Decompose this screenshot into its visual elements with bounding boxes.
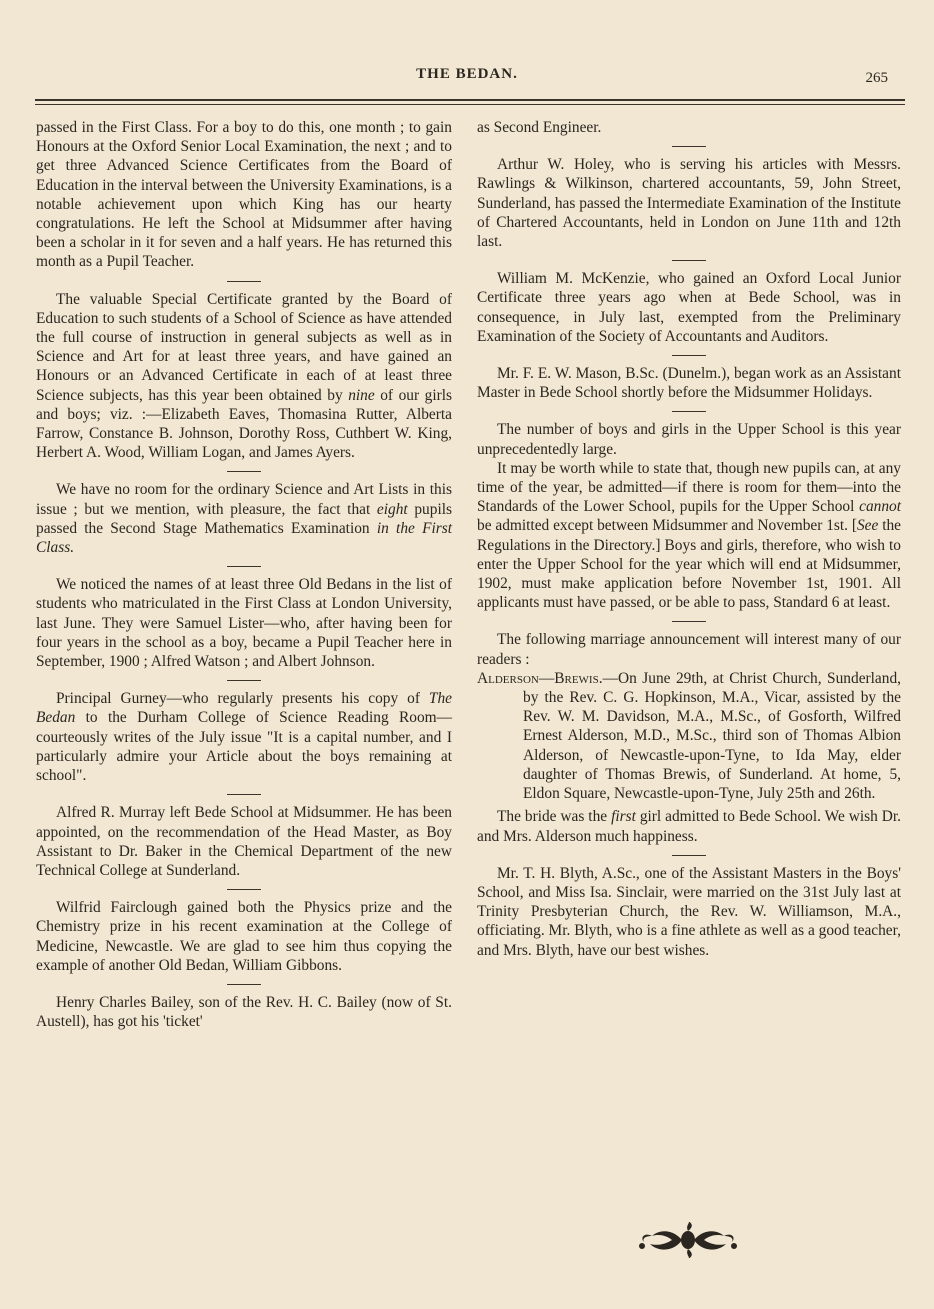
- paragraph-london-university: We noticed the names of at least three Old Bedans in the list of students who matriculated in the First Class at London University, last June. They were Samuel Lister—who, after having been for four years in the school as a boy, became a Pupil Teacher here in September, 1900 ; Alfred Watson ; and Albert Johnson.: [36, 576, 452, 671]
- section-divider: [227, 281, 261, 282]
- paragraph-mason: Mr. F. E. W. Mason, B.Sc. (Dunelm.), began work as an Assistant Master in Bede School shortly before the Midsummer Holidays.: [477, 365, 901, 402]
- section-divider: [672, 621, 706, 622]
- paragraph-blyth-wedding: Mr. T. H. Blyth, A.Sc., one of the Assistant Masters in the Boys' School, and Miss Isa. Sinclair, were married on the 31st July last at Trinity Presbyterian Church, the Rev. W. Williamson, M.A., officiating. Mr. Blyth, who is a fine athlete as well as a good teacher, and Mrs. Blyth, have our best wishes.: [477, 864, 901, 959]
- running-title: THE BEDAN.: [416, 66, 518, 82]
- section-divider: [227, 794, 261, 795]
- paragraph-wilfrid-fairclough: Wilfrid Fairclough gained both the Physics prize and the Chemistry prize in his recent examination at the College of Medicine, Newcastle. We are glad to see him thus copying the example of another Old Bedan, William Gibbons.: [36, 899, 452, 974]
- right-column: [477, 118, 901, 960]
- left-column: [36, 118, 452, 1031]
- floral-tailpiece-icon: [636, 1222, 740, 1258]
- section-divider: [672, 260, 706, 261]
- section-divider: [672, 146, 706, 147]
- header-rule-thin: [35, 104, 905, 105]
- paragraph-william-mckenzie: William M. McKenzie, who gained an Oxford Local Junior Certificate three years ago when at Bede School, was in consequence, in July last, exempted from the Preliminary Examination of the Society of Accountants and Auditors.: [477, 270, 901, 345]
- section-divider: [227, 680, 261, 681]
- paragraph-special-certificate: The valuable Special Certificate granted by the Board of Education to such students of a School of Science as have attended the full course of instruction in general subjects as well as in Science and Art for at least three years, and have gained an Honours or an Advanced Certificate in each of at least three Science subjects, has this year been obtained by nine of our girls and boys; viz. :—Elizabeth Eaves, Thomasina Rutter, Alberta Farrow, Constance B. Johnson, Dorothy Ross, Cuthbert W. King, Herbert A. Wood, William Logan, and James Ayers.: [36, 290, 452, 462]
- paragraph-science-art-lists: We have no room for the ordinary Science and Art Lists in this issue ; but we mention, with pleasure, the fact that eight pupils passed the Second Stage Mathematics Examination in the First Class.: [36, 481, 453, 557]
- paragraph-bride: The bride was the first girl admitted to Bede School. We wish Dr. and Mrs. Alderson much happiness.: [477, 808, 901, 845]
- section-divider: [227, 566, 261, 567]
- section-divider: [227, 889, 261, 890]
- paragraph-principal-gurney: Principal Gurney—who regularly presents his copy of The Bedan to the Durham College of Science Reading Room—courteously writes of the July issue "It is a capital number, and I particularly admire your Article about the boys remaining at school".: [36, 690, 452, 785]
- header-rule-thick: [35, 99, 905, 101]
- section-divider: [227, 471, 261, 472]
- section-divider: [672, 855, 706, 856]
- section-divider: [227, 984, 261, 985]
- paragraph-henry-bailey: Henry Charles Bailey, son of the Rev. H. C. Bailey (now of St. Austell), has got his 'ticket': [36, 993, 452, 1031]
- paragraph-bailey-continued: as Second Engineer.: [477, 119, 602, 136]
- paragraph-marriage-intro: The following marriage announcement will interest many of our readers :: [477, 631, 901, 668]
- paragraph-alfred-murray: Alfred R. Murray left Bede School at Midsummer. He has been appointed, on the recommendation of the Head Master, as Boy Assistant to Dr. Baker in the Chemical Department of the new Technical College at Sunderland.: [36, 804, 452, 879]
- paragraph-arthur-holey: Arthur W. Holey, who is serving his articles with Messrs. Rawlings & Wilkinson, chartered accountants, 59, John Street, Sunderland, has passed the Intermediate Examination of the Institute of Chartered Accountants, held in London on June 11th and 12th last.: [477, 156, 901, 251]
- paragraph-upper-school-numbers: The number of boys and girls in the Upper School is this year unprecedentedly large.: [477, 421, 901, 458]
- page-number: 265: [865, 70, 888, 86]
- section-divider: [672, 355, 706, 356]
- marriage-announcement: Alderson—Brewis.—On June 29th, at Christ Church, Sunderland, by the Rev. C. G. Hopkinson, M.A., Vicar, assisted by the Rev. W. M. Davidson, M.A., M.Sc., of Gosforth, Wilfred Ernest Alderson, M.D., M.Sc., third son of Thomas Albion Alderson, of Newcastle-upon-Tyne, to Ida May, elder daughter of Thomas Brewis, of Sunderland. At home, 5, Eldon Square, Newcastle-upon-Tyne, July 25th and 26th.: [477, 669, 901, 803]
- paragraph-admission-rules: It may be worth while to state that, though new pupils can, at any time of the year, be admitted—if there is room for them—into the Standards of the Lower School, pupils for the Upper School cannot be admitted except between Midsummer and November 1st. [See the Regulations in the Directory.] Boys and girls, therefore, who wish to enter the Upper School for the year which will end at Midsummer, 1902, must make application before November 1st, 1901. All applicants must have passed, or be able to pass, Standard 6 at least.: [477, 459, 901, 612]
- paragraph-king-continued: passed in the First Class. For a boy to do this, one month ; to gain Honours at the Oxford Senior Local Examination, the next ; and to get three Advanced Science Certificates from the Board of Education in the interval between the University Examinations, is a notable achievement upon which King has our hearty congratulations. He left the School at Midsummer after having been a scholar in it for seven and a half years. He has returned this month as a Pupil Teacher.: [36, 119, 452, 271]
- section-divider: [672, 411, 706, 412]
